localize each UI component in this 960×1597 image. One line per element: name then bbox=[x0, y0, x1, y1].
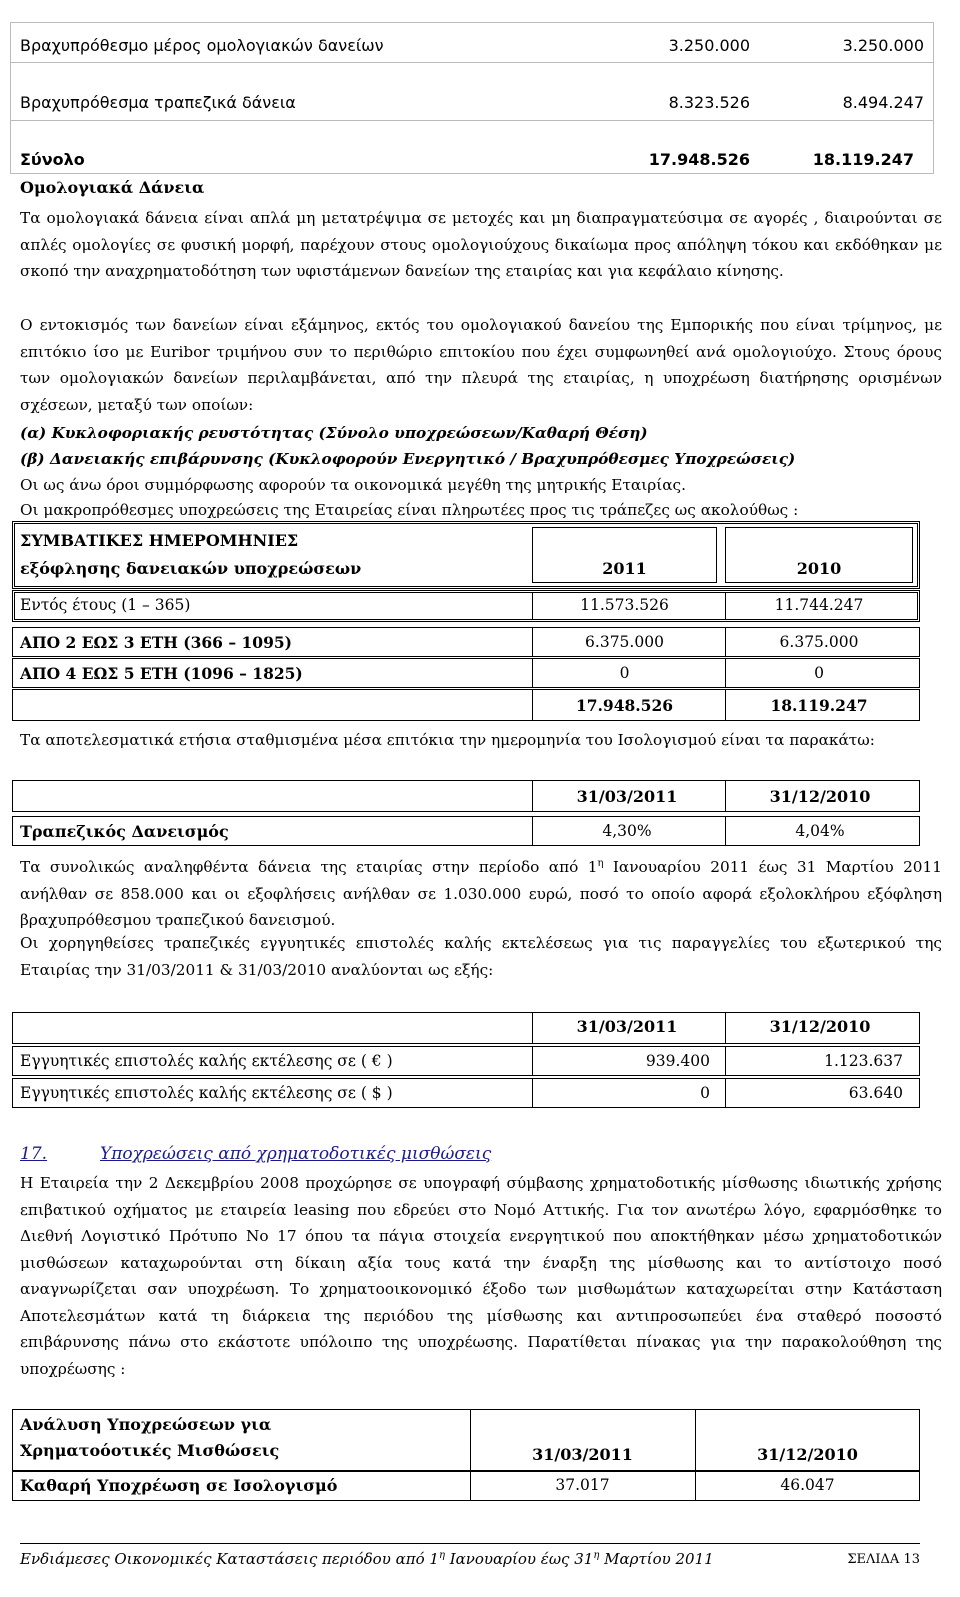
table-row-label: Καθαρή Υποχρέωση σε Ισολογισμό bbox=[20, 1476, 338, 1495]
table-row-label: ΑΠΟ 2 ΕΩΣ 3 ΕΤΗ (366 – 1095) bbox=[20, 633, 292, 652]
column-header: 31/12/2010 bbox=[769, 1017, 871, 1036]
table-cell-value: 11.744.247 bbox=[774, 596, 864, 614]
condition-a: (α) Κυκλοφοριακής ρευστότητας (Σύνολο υποχρεώσεων/Καθαρή Θέση) bbox=[20, 424, 648, 442]
superscript: η bbox=[438, 1550, 445, 1561]
column-header: 31/03/2011 bbox=[532, 1445, 633, 1464]
table-cell-value: 6.375.000 bbox=[779, 633, 859, 651]
table-cell-value: 3.250.000 bbox=[842, 36, 924, 55]
table-cell-value: 8.494.247 bbox=[842, 93, 924, 112]
table-cell-value: 8.323.526 bbox=[668, 93, 750, 112]
footer-rule bbox=[20, 1543, 920, 1544]
table-row-label: Εγγυητικές επιστολές καλής εκτέλεσης σε ( € ) bbox=[20, 1052, 393, 1070]
table-row-label: ΑΠΟ 4 ΕΩΣ 5 ΕΤΗ (1096 – 1825) bbox=[20, 664, 303, 683]
table-cell-value: 0 bbox=[814, 664, 824, 682]
column-header: 31/12/2010 bbox=[757, 1445, 858, 1464]
table-row-label: Εγγυητικές επιστολές καλής εκτέλεσης σε ( $ ) bbox=[20, 1084, 393, 1102]
paragraph bbox=[20, 851, 942, 934]
text-span: Ιανουαρίου 2011 έως 31 Μαρτίου 2011 ανήλθαν σε 858.000 και οι εξοφλήσεις ανήλθαν σε 1.030.000 ευρώ, ποσό το οποίο αφορά εξολοκλήρου εξόφληση βραχυπρόθεσμου τραπεζικού δανεισμού. bbox=[20, 858, 942, 930]
table-header-line: ΣΥΜΒΑΤΙΚΕΣ ΗΜΕΡΟΜΗΝΙΕΣ bbox=[20, 531, 299, 550]
superscript: η bbox=[593, 1550, 600, 1561]
table-total-value: 17.948.526 bbox=[575, 696, 674, 715]
table-cell-value: 0 bbox=[700, 1084, 710, 1102]
divider bbox=[10, 120, 934, 121]
superscript: η bbox=[597, 858, 604, 869]
table-cell-value: 46.047 bbox=[780, 1476, 835, 1494]
footer-span: Ιανουαρίου έως 31 bbox=[444, 1550, 594, 1568]
column-header: 31/03/2011 bbox=[576, 787, 678, 806]
table-row-label: Τραπεζικός Δανεισμός bbox=[20, 822, 229, 841]
table-total-value: 18.119.247 bbox=[812, 150, 914, 169]
table-cell-value: 4,30% bbox=[602, 822, 652, 840]
column-header: 31/12/2010 bbox=[769, 787, 871, 806]
table-total-value: 17.948.526 bbox=[648, 150, 750, 169]
footer-span: Μαρτίου 2011 bbox=[599, 1550, 714, 1568]
section-heading: Ομολογιακά Δάνεια bbox=[20, 178, 205, 197]
paragraph: Ο εντοκισμός των δανείων είναι εξάμηνος, εκτός του ομολογιακού δανείου της Εμπορικής που είναι τρίμηνος, με επιτόκιο ίσο με Euribor τριμήνου συν το περιθώριο επιτοκίου που έχει συμφωνηθεί ανά ομολογιούχο. Στους όρους των ομολογιακών δανείων περιλαμβάνεται, από την πλευρά της εταιρίας, η υποχρέωση διατήρησης ορισμένων σχέσεων, μεταξύ των οποίων: bbox=[20, 316, 942, 414]
table-cell-value: 63.640 bbox=[848, 1084, 903, 1102]
table-cell-value: 939.400 bbox=[645, 1052, 710, 1070]
table-cell-value: 11.573.526 bbox=[580, 596, 669, 614]
page-number: ΣΕΛΙΔΑ 13 bbox=[847, 1552, 920, 1567]
table-cell-value: 6.375.000 bbox=[585, 633, 664, 651]
column-header: 2011 bbox=[602, 559, 647, 578]
table-header-line: Χρηματοόοτικές Μισθώσεις bbox=[20, 1441, 280, 1460]
column-header: 2010 bbox=[796, 559, 842, 578]
divider bbox=[10, 62, 934, 63]
table-cell-value: 37.017 bbox=[555, 1476, 610, 1494]
paragraph: Οι χορηγηθείσες τραπεζικές εγγυητικές επιστολές καλής εκτελέσεως για τις παραγγελίες του εξωτερικού της Εταιρίας την 31/03/2011 & 31/03/2010 αναλύονται ως εξής: bbox=[20, 934, 942, 979]
table-row-label: Εντός έτους (1 – 365) bbox=[20, 596, 191, 614]
paragraph: Οι μακροπρόθεσμες υποχρεώσεις της Εταιρείας είναι πληρωτέες προς τις τράπεζες ως ακολούθως : bbox=[20, 501, 799, 519]
paragraph: Η Εταιρεία την 2 Δεκεμβρίου 2008 προχώρησε σε υπογραφή σύμβασης χρηματοδοτικής μίσθωσης ιδιωτικής χρήσης επιβατικού οχήματος με εταιρεία leasing που εδρεύει στο Νομό Αττικής. Για τον ανωτέρω λόγο, εφαρμόσθηκε το Διεθνή Λογιστικό Πρότυπο Νο 17 όπου τα πάγια στοιχεία ενεργητικού που αποκτήθηκαν μέσω χρηματοδοτικών μισθώσεων καταχωρούνται στη δίκαιη αξία τους κατά την έναρξη της μίσθωσης και το αντίστοιχο ποσό αναγνωρίζεται σαν υποχρέωση. Το χρηματοοικονομικό έξοδο των μισθωμάτων καταχωρείται στην Κατάσταση Αποτελεσμάτων κατά τη διάρκεια της περιόδου της μίσθωσης και αντιπροσωπεύει ένα σταθερό ποσοστό επιβάρυνσης πάνω στο εκάστοτε υπόλοιπο της υποχρέωσης. Παρατίθεται πίνακας για την παρακολούθηση της υποχρέωσης : bbox=[20, 1174, 942, 1378]
table-cell-value: 3.250.000 bbox=[668, 36, 750, 55]
paragraph: Τα αποτελεσματικά ετήσια σταθμισμένα μέσα επιτόκια την ημερομηνία του Ισολογισμού είναι τα παρακάτω: bbox=[20, 731, 875, 749]
footer-span: Ενδιάμεσες Οικονομικές Καταστάσεις περιόδου από 1 bbox=[20, 1550, 439, 1568]
condition-b: (β) Δανειακής επιβάρυνσης (Κυκλοφορούν Ενεργητικό / Βραχυπρόθεσμες Υποχρεώσεις) bbox=[20, 450, 796, 468]
footer-text bbox=[20, 1551, 714, 1567]
column-header: 31/03/2011 bbox=[576, 1017, 678, 1036]
table-cell-value: 4,04% bbox=[795, 822, 845, 840]
table-header-line: εξόφλησης δανειακών υποχρεώσεων bbox=[20, 559, 362, 578]
section-number: 17. bbox=[20, 1144, 48, 1164]
table-total-label: Σύνολο bbox=[20, 150, 85, 169]
table-total-value: 18.119.247 bbox=[770, 696, 868, 715]
table-cell-value: 1.123.637 bbox=[824, 1052, 903, 1070]
table-row-label: Βραχυπρόθεσμο μέρος ομολογιακών δανείων bbox=[20, 36, 384, 55]
paragraph: Τα ομολογιακά δάνεια είναι απλά μη μετατρέψιμα σε μετοχές και μη διαπραγματεύσιμα σε αγορές , διαιρούνται σε απλές ομολογίες σε φυσική μορφή, παρέχουν στους ομολογιούχους δικαίωμα προς απόληψη τόκου και εκδόθηκαν με σκοπό την αναχρηματοδότηση των υφιστάμενων δανείων της εταιρίας και για κεφάλαιο κίνησης. bbox=[20, 209, 942, 280]
section-title: Υποχρεώσεις από χρηματοδοτικές μισθώσεις bbox=[100, 1144, 492, 1164]
table-header-line: Ανάλυση Υποχρεώσεων για bbox=[20, 1415, 272, 1434]
text-span: Τα συνολικώς αναληφθέντα δάνεια της εταιρίας στην περίοδο από 1 bbox=[20, 858, 598, 877]
table-cell-value: 0 bbox=[619, 664, 630, 682]
paragraph: Οι ως άνω όροι συμμόρφωσης αφορούν τα οικονομικά μεγέθη της μητρικής Εταιρίας. bbox=[20, 476, 686, 494]
table-row-label: Βραχυπρόθεσμα τραπεζικά δάνεια bbox=[20, 93, 296, 112]
